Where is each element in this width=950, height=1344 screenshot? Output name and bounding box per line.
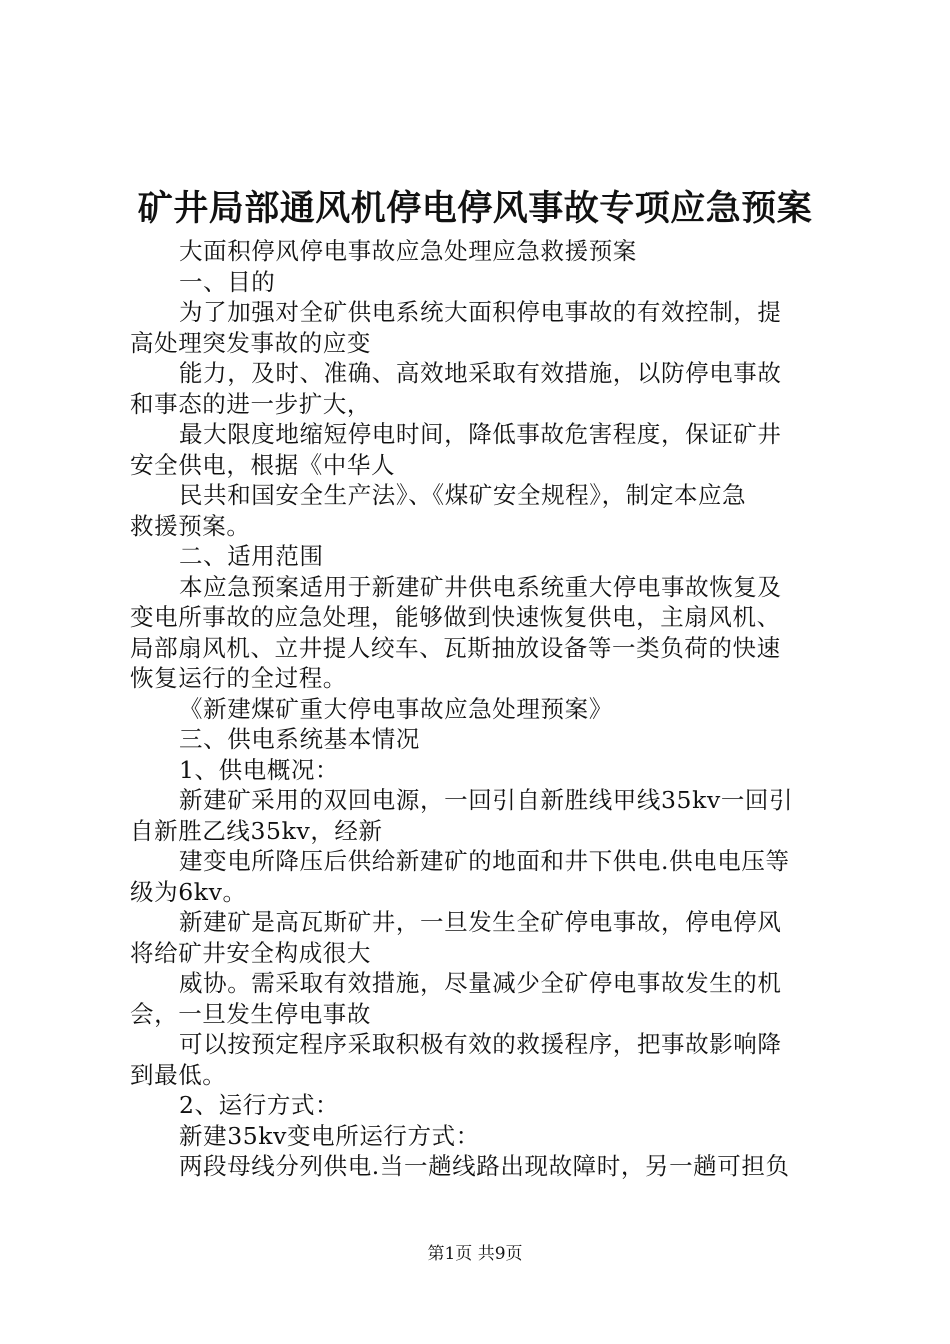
paragraph: 为了加强对全矿供电系统大面积停电事故的有效控制，提 高处理突发事故的应变 (130, 298, 782, 357)
page-number-footer: 第1页 共9页 (427, 1244, 523, 1264)
paragraph: 能力，及时、准确、高效地采取有效措施，以防停电事故 和事态的进一步扩大， (130, 359, 782, 418)
document-title: 矿井局部通风机停电停风事故专项应急预案 (137, 188, 813, 229)
paragraph: 民共和国安全生产法》、《煤矿安全规程》，制定本应急 救援预案。 (130, 481, 747, 540)
section-heading: 二、适用范围 (179, 542, 324, 570)
paragraph: 威协。需采取有效措施，尽量减少全矿停电事故发生的机 会，一旦发生停电事故 (130, 969, 782, 1028)
paragraph: 新建矿是高瓦斯矿井，一旦发生全矿停电事故，停电停风 将给矿井安全构成很大 (130, 908, 782, 967)
paragraph: 最大限度地缩短停电时间，降低事故危害程度，保证矿井 安全供电，根据《中华人 (130, 420, 782, 479)
document-body (130, 236, 830, 1182)
paragraph: 建变电所降压后供给新建矿的地面和井下供电.供电电压等 级为6kv。 (130, 847, 790, 906)
subsection-heading: 1、供电概况： (179, 755, 340, 784)
paragraph: 两段母线分列供电.当一趟线路出现故障时，另一趟可担负 (179, 1152, 790, 1180)
paragraph: 新建35kv变电所运行方式： (179, 1121, 480, 1150)
paragraph: 大面积停风停电事故应急处理应急救援预案 (179, 237, 637, 265)
paragraph: 本应急预案适用于新建矿井供电系统重大停电事故恢复及 变电所事故的应急处理，能够做到快速恢复供电，主扇风机、 局部扇风机、立井提人绞车、瓦斯抽放设备等一类负荷的快速 恢复运行的全过程。 (130, 572, 782, 692)
section-heading: 一、目的 (179, 267, 276, 296)
paragraph: 新建矿采用的双回电源，一回引自新胜线甲线35kv一回引 自新胜乙线35kv，经新 (130, 786, 794, 845)
paragraph: 《新建煤矿重大停电事故应急处理预案》 (179, 694, 613, 723)
section-heading: 三、供电系统基本情况 (179, 725, 420, 753)
paragraph: 可以按预定程序采取积极有效的救援程序，把事故影响降 到最低。 (130, 1030, 782, 1089)
subsection-heading: 2、运行方式： (179, 1091, 340, 1119)
